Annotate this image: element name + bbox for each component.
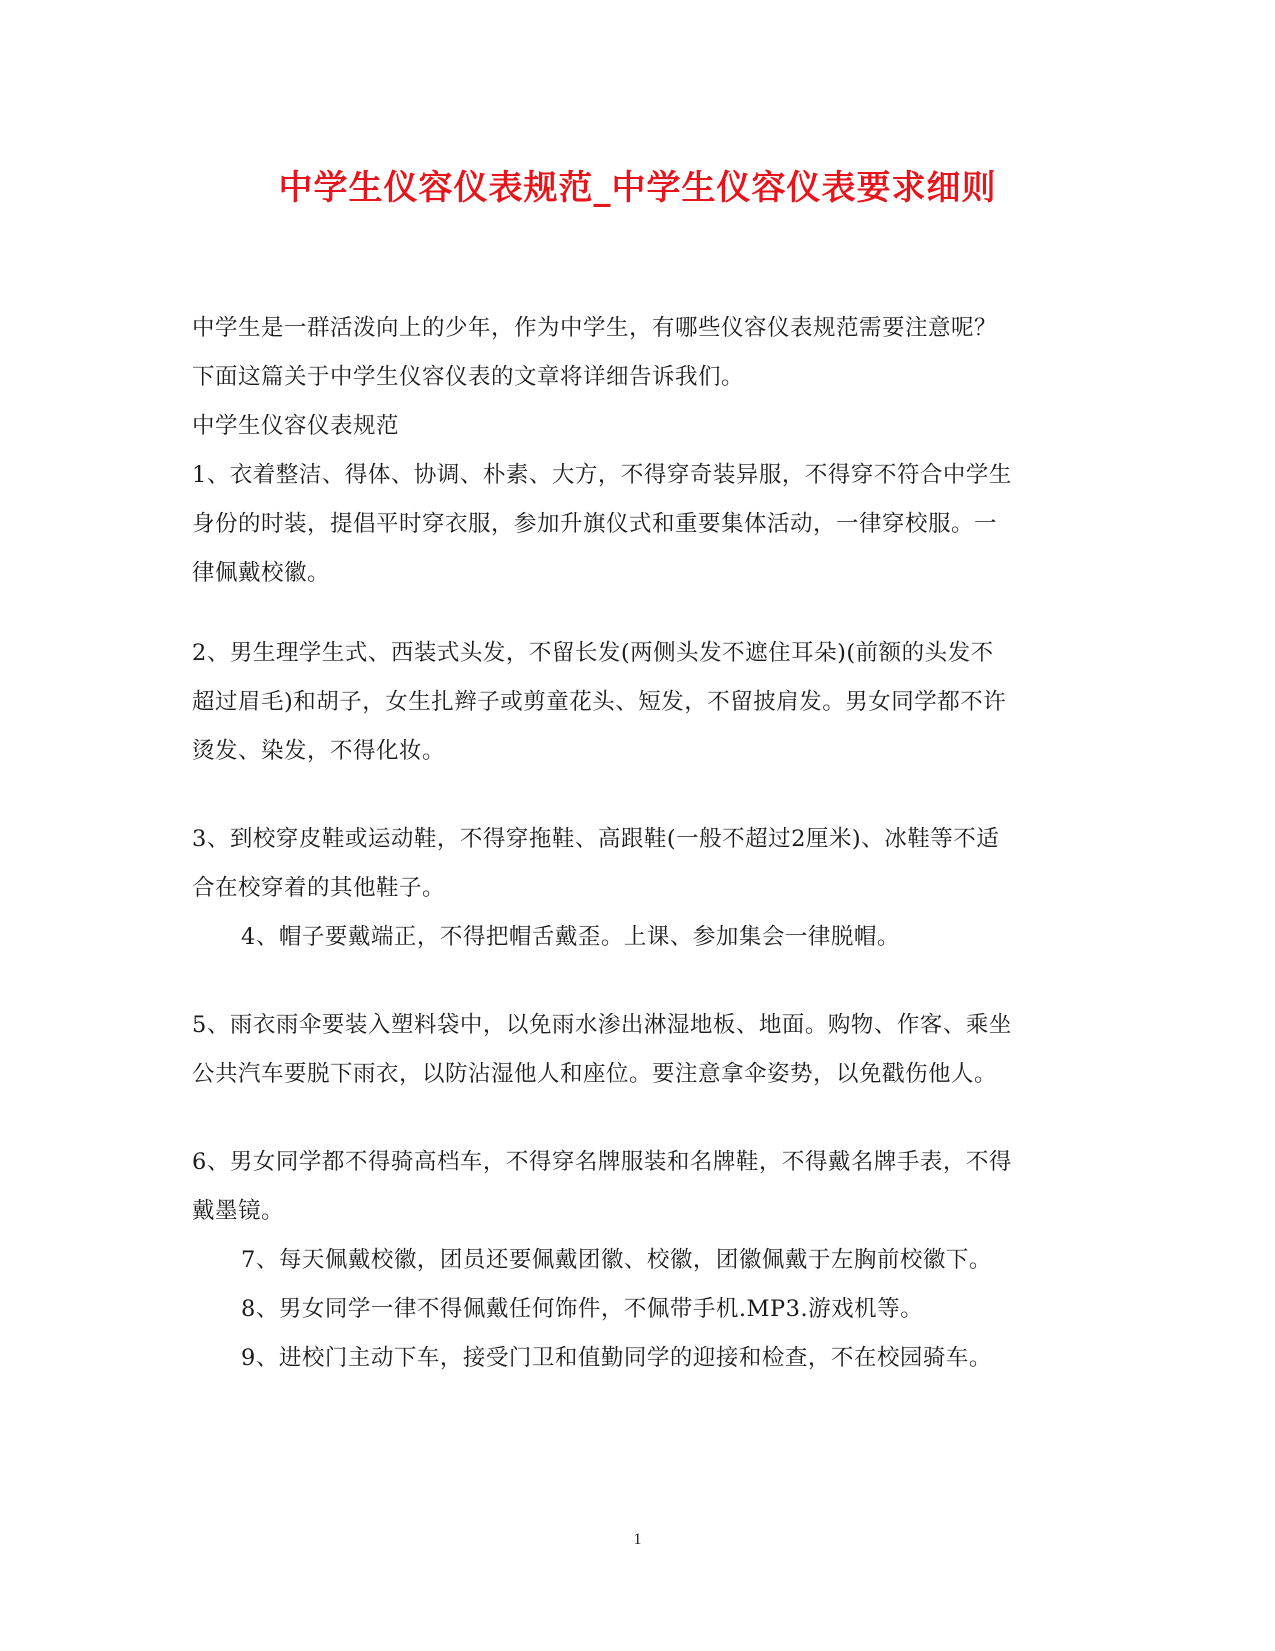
item-1-line-3: 律佩戴校徽。 — [192, 560, 331, 586]
item-5-line-1: 5、雨衣雨伞要装入塑料袋中，以免雨水渗出淋湿地板、地面。购物、作客、乘坐 — [192, 1012, 1012, 1038]
item-6-9-block — [192, 1138, 1082, 1383]
item-1-line-1: 1、衣着整洁、得体、协调、朴素、大方，不得穿奇装异服，不得穿不符合中学生 — [192, 462, 1012, 488]
item-5-line-2: 公共汽车要脱下雨衣，以防沾湿他人和座位。要注意拿伞姿势，以免戳伤他人。 — [192, 1061, 998, 1087]
item-2-block — [192, 629, 1082, 776]
intro-line-2: 下面这篇关于中学生仪容仪表的文章将详细告诉我们。 — [192, 364, 745, 390]
item-5-block — [192, 1001, 1082, 1099]
item-3-4-block — [192, 815, 1082, 962]
item-2-line-2: 超过眉毛)和胡子，女生扎辫子或剪童花头、短发，不留披肩发。男女同学都不许 — [192, 689, 1007, 715]
item-6-line-2: 戴墨镜。 — [192, 1198, 285, 1224]
item-3-line-1: 3、到校穿皮鞋或运动鞋，不得穿拖鞋、高跟鞋(一般不超过2厘米)、冰鞋等不适 — [192, 826, 1000, 852]
item-2-line-1: 2、男生理学生式、西装式头发，不留长发(两侧头发不遮住耳朵)(前额的头发不 — [192, 640, 994, 666]
section-heading: 中学生仪容仪表规范 — [192, 413, 400, 439]
item-6-line-1: 6、男女同学都不得骑高档车，不得穿名牌服装和名牌鞋，不得戴名牌手表，不得 — [192, 1149, 1012, 1175]
item-8: 8、男女同学一律不得佩戴任何饰件，不佩带手机.MP3.游戏机等。 — [241, 1296, 924, 1322]
page-number: 1 — [633, 1531, 642, 1548]
item-3-line-2: 合在校穿着的其他鞋子。 — [192, 875, 446, 901]
intro-line-1: 中学生是一群活泼向上的少年，作为中学生，有哪些仪容仪表规范需要注意呢？ — [192, 315, 998, 341]
item-1-line-2: 身份的时装，提倡平时穿衣服，参加升旗仪式和重要集体活动，一律穿校服。一 — [192, 511, 998, 537]
intro-block — [192, 304, 1082, 598]
item-2-line-3: 烫发、染发，不得化妆。 — [192, 738, 446, 764]
item-4: 4、帽子要戴端正，不得把帽舌戴歪。上课、参加集会一律脱帽。 — [241, 924, 900, 950]
item-9: 9、进校门主动下车，接受门卫和值勤同学的迎接和检查，不在校园骑车。 — [241, 1345, 992, 1371]
document-title: 中学生仪容仪表规范_中学生仪容仪表要求细则 — [278, 168, 997, 208]
item-7: 7、每天佩戴校徽，团员还要佩戴团徽、校徽，团徽佩戴于左胸前校徽下。 — [241, 1247, 992, 1273]
